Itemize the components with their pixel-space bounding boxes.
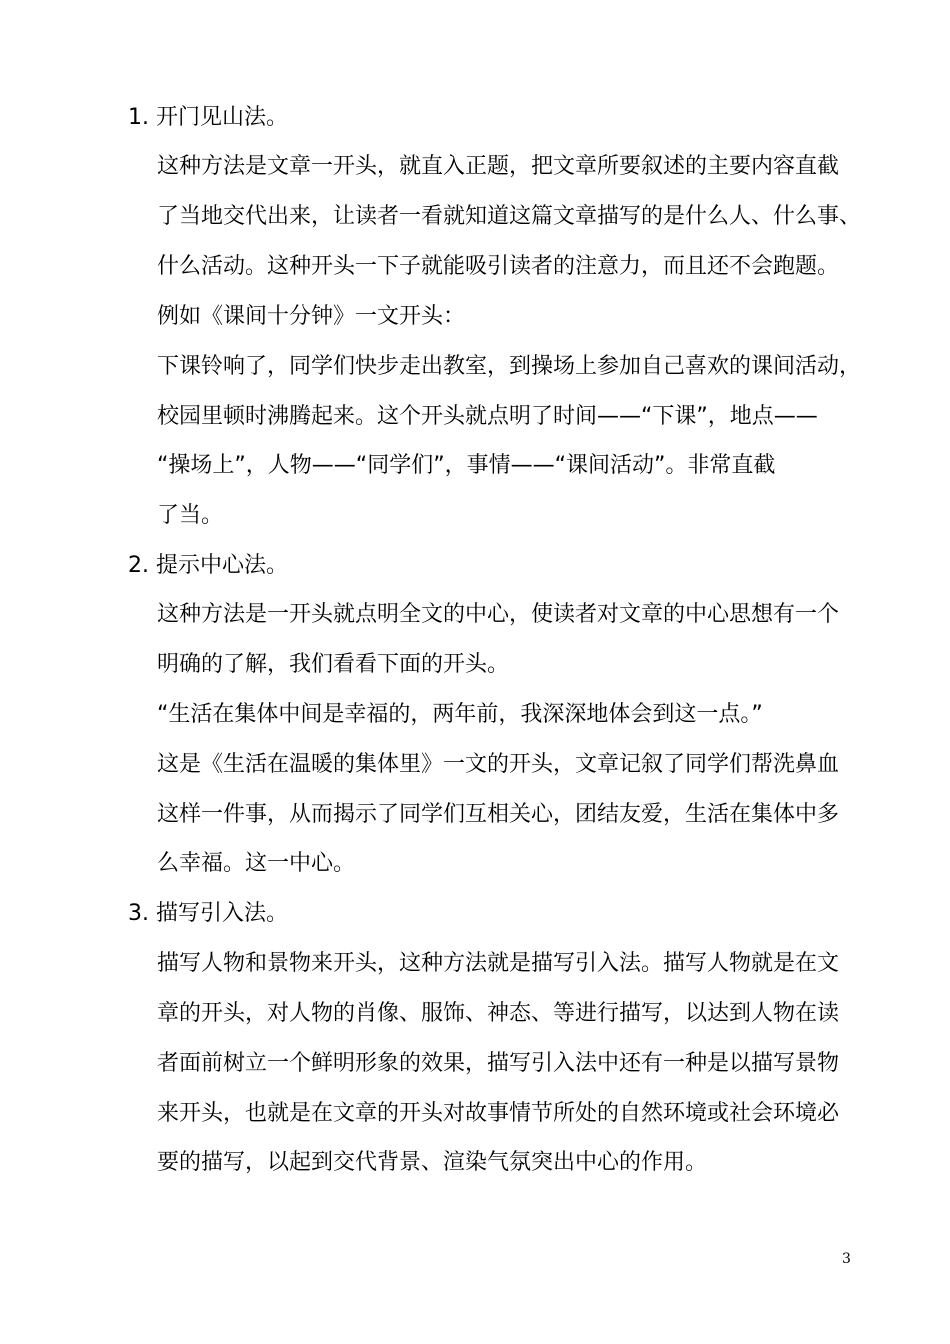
section-1-line-1: 这种方法是文章一开头，就直入正题，把文章所要叙述的主要内容直截 <box>157 154 840 179</box>
section-3-line-2: 章的开头，对人物的肖像、服饰、神态、等进行描写，以达到人物在读 <box>157 1001 840 1026</box>
section-2-line-5: 这样一件事，从而揭示了同学们互相关心，团结友爱，生活在集体中多 <box>157 802 840 827</box>
section-2-line-6: 么幸福。这一中心。 <box>157 851 356 876</box>
section-3-line-1: 描写人物和景物来开头，这种方法就是描写引入法。描写人物就是在文 <box>157 951 840 976</box>
section-2-heading: 2. 提示中心法。 <box>128 553 288 578</box>
section-3-line-3: 者面前树立一个鲜明形象的效果，描写引入法中还有一种是以描写景物 <box>157 1051 840 1076</box>
section-1-line-8: 了当。 <box>157 503 224 528</box>
section-1-line-4: 例如《课间十分钟》一文开头： <box>157 304 466 329</box>
section-1-line-6: 校园里顿时沸腾起来。这个开头就点明了时间——“下课”，地点—— <box>157 404 818 429</box>
page-number: 3 <box>842 1251 851 1267</box>
section-2-line-4: 这是《生活在温暖的集体里》一文的开头，文章记叙了同学们帮洗鼻血 <box>157 752 840 777</box>
section-1-line-3: 什么活动。这种开头一下子就能吸引读者的注意力，而且还不会跑题。 <box>157 254 840 279</box>
section-1-heading: 1. 开门见山法。 <box>128 105 288 130</box>
section-2-line-3: “生活在集体中间是幸福的，两年前，我深深地体会到这一点。” <box>157 702 763 727</box>
section-2-line-1: 这种方法是一开头就点明全文的中心，使读者对文章的中心思想有一个 <box>157 602 840 627</box>
section-3-heading: 3. 描写引入法。 <box>128 901 288 926</box>
section-3-line-5: 要的描写，以起到交代背景、渲染气氛突出中心的作用。 <box>157 1150 708 1175</box>
section-1-line-2: 了当地交代出来，让读者一看就知道这篇文章描写的是什么人、什么事、 <box>157 204 862 229</box>
section-2-line-2: 明确的了解，我们看看下面的开头。 <box>157 652 510 677</box>
section-3-line-4: 来开头，也就是在文章的开头对故事情节所处的自然环境或社会环境必 <box>157 1101 840 1126</box>
section-1-line-7: “操场上”，人物——“同学们”，事情——“课间活动”。非常直截 <box>157 453 776 478</box>
section-1-line-5: 下课铃响了，同学们快步走出教室，到操场上参加自己喜欢的课间活动， <box>157 354 862 379</box>
